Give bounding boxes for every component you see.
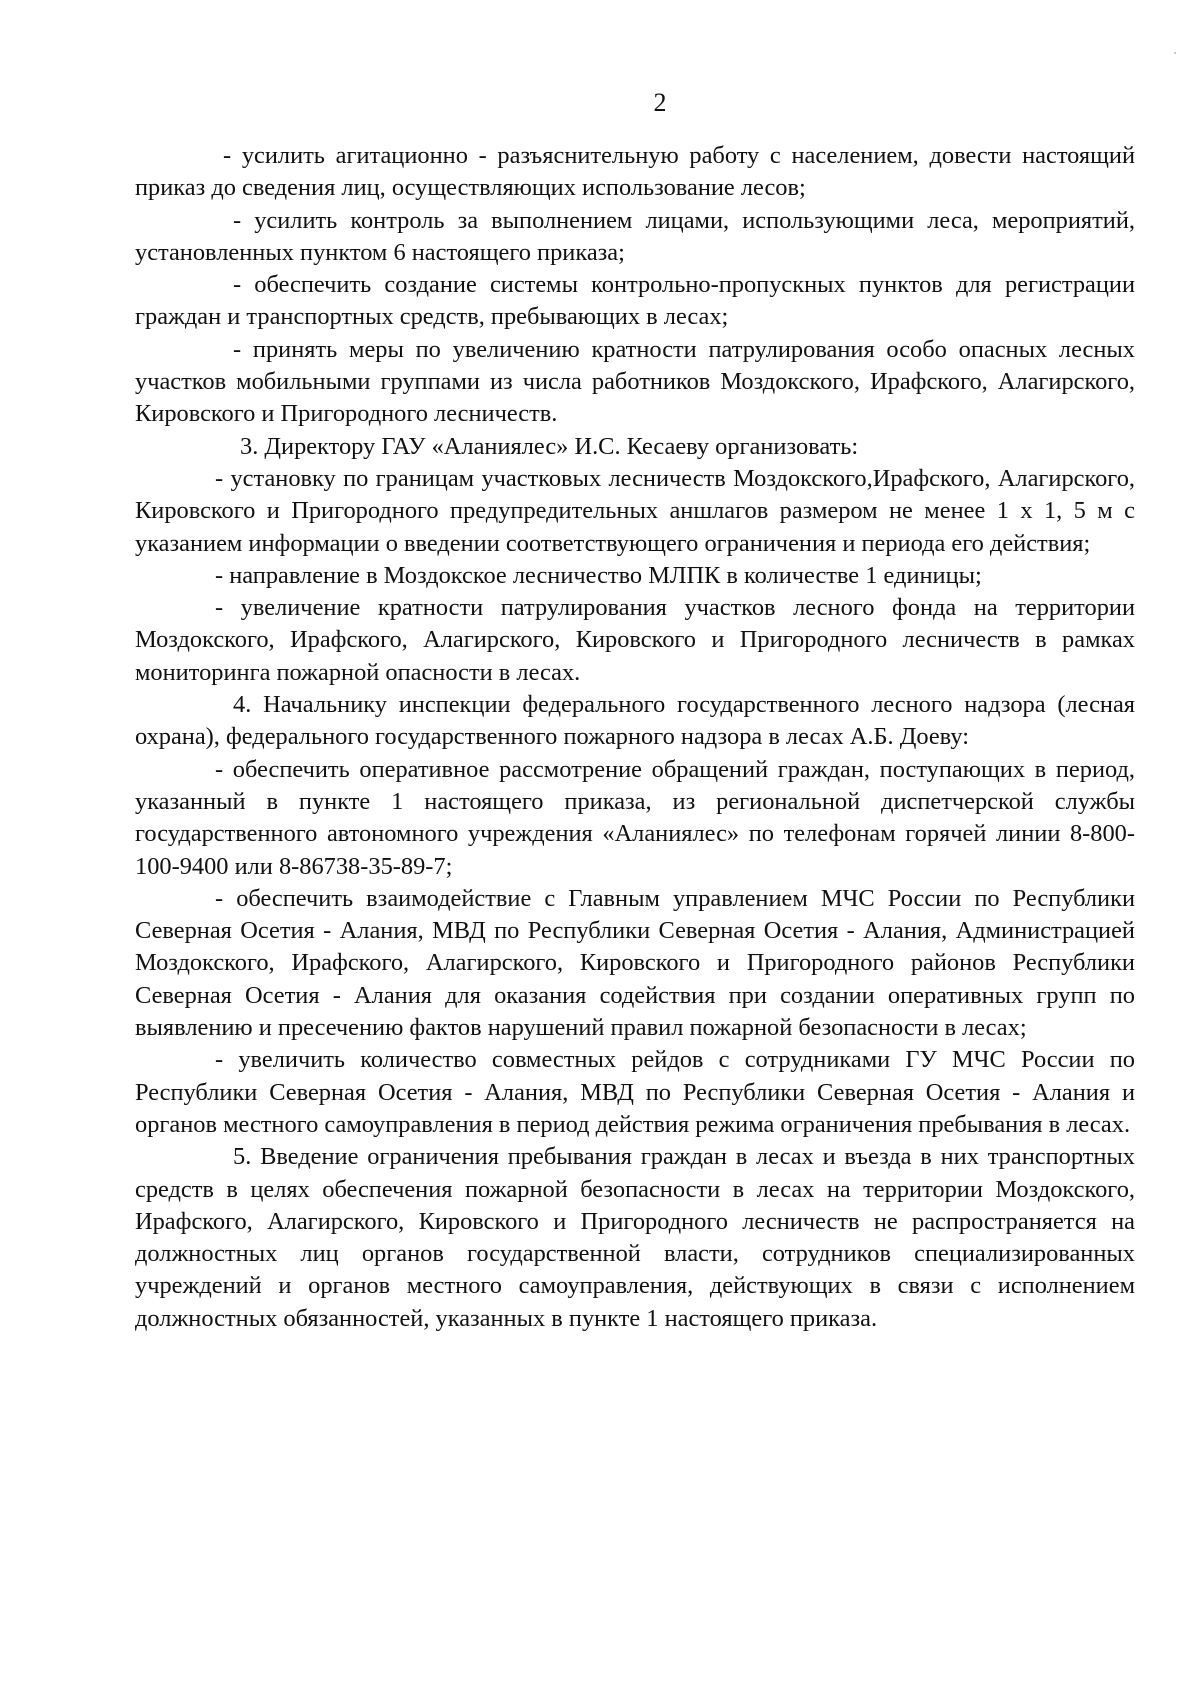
paragraph-checkpoints: - обеспечить создание системы контрольно-пропускных пунктов для регистрации граждан и транспортных средств, пребывающих в лесах; xyxy=(135,271,1135,331)
paragraph-patrol-frequency: - принять меры по увеличению кратности патрулирования особо опасных лесных участков мобильными группами из числа работников Моздокского, Ирафского, Алагирского, Кировского и Пригородного лесничеств. xyxy=(135,335,1135,428)
page-number: 2 xyxy=(653,88,667,117)
paragraph-control-measures: - усилить контроль за выполнением лицами, использующими леса, мероприятий, установленных пунктом 6 настоящего приказа; xyxy=(135,206,1135,266)
paragraph-warning-signs: - установку по границам участковых лесничеств Моздокского,Ирафского, Алагирского, Кировского и Пригородного предупредительных аншлагов размером не менее 1 х 1, 5 м с указанием информации о введении соответствующего ограничения и периода его действия; xyxy=(135,464,1135,557)
paragraph-joint-raids: - увеличить количество совместных рейдов с сотрудниками ГУ МЧС России по Республики Северная Осетия - Алания, МВД по Республики Северная Осетия - Алания и органов местного самоуправления в период действия режима ограничения пребывания в лесах. xyxy=(135,1046,1135,1138)
paragraph-item-5: 5. Введение ограничения пребывания граждан в лесах и въезда в них транспортных средств в целях обеспечения пожарной безопасности в лесах на территории Моздокского, Ирафского, Алагирского, Кировского и Пригородного лесничеств не распространяется на должностных лиц органов государственной власти, сотрудников специализированных учреждений и органов местного самоуправления, действующих в связи с исполнением должностных обязанностей, указанных в пункте 1 настоящего приказа. xyxy=(135,1143,1135,1332)
paragraph-hotline-requests: - обеспечить оперативное рассмотрение обращений граждан, поступающих в период, указанный в пункте 1 настоящего приказа, из региональной диспетчерской службы государственного автономного учреждения «Аланиялес» по телефонам горячей линии 8-800-100-9400 или 8-86738-35-89-7; xyxy=(135,755,1135,880)
paragraph-forest-fund-patrol: - увеличение кратности патрулирования участков лесного фонда на территории Моздокского, Ирафского, Алагирского, Кировского и Пригородного лесничеств в рамках мониторинга пожарной опасности в лесах. xyxy=(135,594,1135,686)
paragraph-interaction-emercom: - обеспечить взаимодействие с Главным управлением МЧС России по Республики Северная Осетия - Алания, МВД по Республики Северная Осетия - Алания, Администрацией Моздокского, Ирафского, Алагирского, Кировского и Пригородного районов Республики Северная Осетия - Алания для оказания содействия при создании оперативных групп по выявлению и пресечению фактов нарушений правил пожарной безопасности в лесах; xyxy=(135,884,1135,1042)
paragraph-agitation-work: - усилить агитационно - разъяснительную работу с населением, довести настоящий приказ до сведения лиц, осуществляющих использование лесов; xyxy=(135,142,1135,202)
paragraph-item-3-heading: 3. Директору ГАУ «Аланиялес» И.С. Кесаеву организовать: xyxy=(240,432,859,460)
document-body xyxy=(135,140,1135,1335)
paragraph-item-4-heading: 4. Начальнику инспекции федерального государственного лесного надзора (лесная охрана), федерального государственного пожарного надзора в лесах А.Б. Доеву: xyxy=(135,691,1135,751)
scan-artifact xyxy=(1174,52,1176,54)
paragraph-mlpk-direction: - направление в Моздокское лесничество МЛПК в количестве 1 единицы; xyxy=(215,561,982,589)
